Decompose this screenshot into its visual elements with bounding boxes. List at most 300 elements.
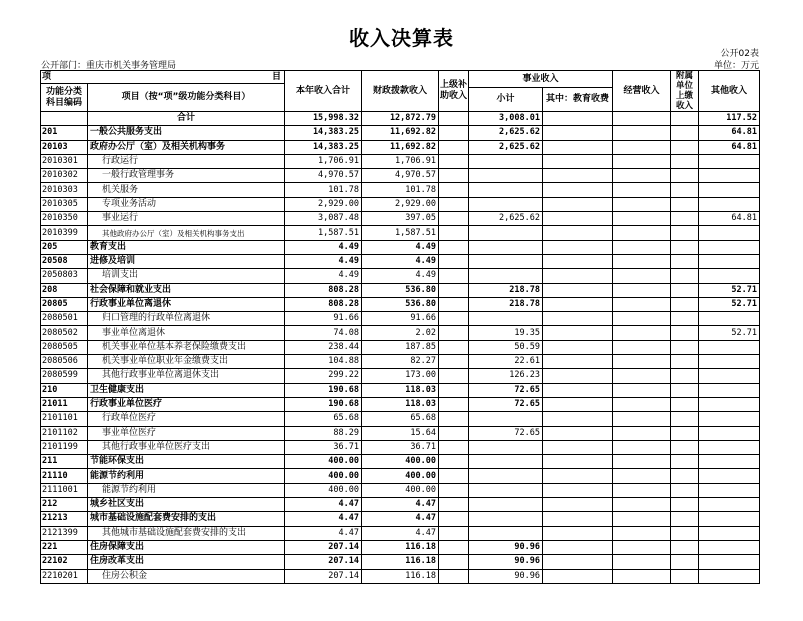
- cell-other: [699, 254, 760, 268]
- cell-education: [543, 555, 613, 569]
- cell-education: [543, 340, 613, 354]
- cell-total: 4.49: [285, 254, 362, 268]
- cell-affiliate: [671, 169, 699, 183]
- cell-subtotal: 72.65: [469, 397, 543, 411]
- table-row: [41, 340, 760, 354]
- cell-superior: [439, 512, 469, 526]
- cell-fiscal: 65.68: [362, 412, 439, 426]
- cell-education: [543, 455, 613, 469]
- cell-subtotal: 3,008.01: [469, 112, 543, 126]
- cell-fiscal: 4.47: [362, 526, 439, 540]
- cell-subtotal: [469, 498, 543, 512]
- table-row: [41, 369, 760, 383]
- header-operating: 经营收入: [613, 71, 671, 112]
- table-body: [41, 112, 760, 584]
- table-row: [41, 412, 760, 426]
- cell-superior: [439, 412, 469, 426]
- header-public-service: 事业收入: [469, 71, 613, 88]
- cell-superior: [439, 340, 469, 354]
- cell-total: 1,706.91: [285, 154, 362, 168]
- table-row: [41, 112, 760, 126]
- cell-operating: [613, 526, 671, 540]
- cell-fiscal: 4,970.57: [362, 169, 439, 183]
- cell-total: 4.47: [285, 526, 362, 540]
- table-row: [41, 512, 760, 526]
- cell-subtotal: [469, 197, 543, 211]
- cell-education: [543, 498, 613, 512]
- cell-education: [543, 355, 613, 369]
- cell-subtotal: [469, 169, 543, 183]
- header-func-code: 功能分类科目编码: [41, 84, 88, 112]
- cell-other: [699, 169, 760, 183]
- header-item: 项: [42, 71, 52, 82]
- cell-fiscal: 116.18: [362, 569, 439, 583]
- cell-affiliate: [671, 540, 699, 554]
- cell-affiliate: [671, 383, 699, 397]
- row-code: 2080501: [41, 312, 88, 326]
- cell-superior: [439, 569, 469, 583]
- unit-label: 单位：万元: [713, 61, 759, 71]
- row-code: 221: [41, 540, 88, 554]
- cell-other: [699, 197, 760, 211]
- cell-operating: [613, 569, 671, 583]
- cell-education: [543, 412, 613, 426]
- cell-fiscal: 536.80: [362, 283, 439, 297]
- cell-subtotal: 90.96: [469, 569, 543, 583]
- cell-education: [543, 483, 613, 497]
- cell-fiscal: 118.03: [362, 397, 439, 411]
- cell-superior: [439, 297, 469, 311]
- cell-total: 400.00: [285, 455, 362, 469]
- row-code: 20805: [41, 297, 88, 311]
- cell-education: [543, 269, 613, 283]
- cell-other: [699, 526, 760, 540]
- row-code: 2210201: [41, 569, 88, 583]
- cell-fiscal: 12,872.79: [362, 112, 439, 126]
- cell-affiliate: [671, 140, 699, 154]
- cell-education: [543, 226, 613, 240]
- cell-operating: [613, 254, 671, 268]
- row-name: 社会保障和就业支出: [88, 283, 285, 297]
- cell-subtotal: [469, 240, 543, 254]
- table-row: [41, 140, 760, 154]
- cell-affiliate: [671, 269, 699, 283]
- row-name: 教育支出: [88, 240, 285, 254]
- cell-affiliate: [671, 412, 699, 426]
- cell-other: 52.71: [699, 297, 760, 311]
- cell-superior: [439, 355, 469, 369]
- cell-affiliate: [671, 197, 699, 211]
- cell-fiscal: 11,692.82: [362, 140, 439, 154]
- header-affiliate: 附属单位上缴收入: [671, 71, 699, 112]
- row-code: 205: [41, 240, 88, 254]
- cell-subtotal: 2,625.62: [469, 126, 543, 140]
- row-name: 能源节约利用: [88, 483, 285, 497]
- cell-fiscal: 4.47: [362, 512, 439, 526]
- cell-affiliate: [671, 226, 699, 240]
- cell-superior: [439, 526, 469, 540]
- header-other: 其他收入: [699, 71, 760, 112]
- table-row: [41, 212, 760, 226]
- cell-operating: [613, 112, 671, 126]
- cell-total: 400.00: [285, 483, 362, 497]
- cell-subtotal: [469, 226, 543, 240]
- cell-superior: [439, 154, 469, 168]
- table-row: [41, 469, 760, 483]
- cell-total: 4.49: [285, 269, 362, 283]
- cell-affiliate: [671, 340, 699, 354]
- cell-affiliate: [671, 512, 699, 526]
- cell-subtotal: [469, 254, 543, 268]
- cell-affiliate: [671, 154, 699, 168]
- cell-education: [543, 326, 613, 340]
- row-code: 2010302: [41, 169, 88, 183]
- cell-fiscal: 1,706.91: [362, 154, 439, 168]
- cell-superior: [439, 455, 469, 469]
- cell-affiliate: [671, 297, 699, 311]
- cell-fiscal: 82.27: [362, 355, 439, 369]
- cell-superior: [439, 254, 469, 268]
- row-name: 能源节约利用: [88, 469, 285, 483]
- cell-fiscal: 4.49: [362, 269, 439, 283]
- row-code: 2050803: [41, 269, 88, 283]
- cell-superior: [439, 126, 469, 140]
- row-name: 专项业务活动: [88, 197, 285, 211]
- cell-education: [543, 140, 613, 154]
- cell-operating: [613, 269, 671, 283]
- cell-education: [543, 526, 613, 540]
- row-code: 2080506: [41, 355, 88, 369]
- row-code: 210: [41, 383, 88, 397]
- cell-operating: [613, 340, 671, 354]
- cell-fiscal: 15.64: [362, 426, 439, 440]
- cell-affiliate: [671, 397, 699, 411]
- cell-operating: [613, 540, 671, 554]
- cell-total: 400.00: [285, 469, 362, 483]
- cell-operating: [613, 369, 671, 383]
- cell-fiscal: 4.49: [362, 240, 439, 254]
- row-name: 机关事业单位职业年金缴费支出: [88, 355, 285, 369]
- cell-other: [699, 397, 760, 411]
- cell-fiscal: 536.80: [362, 297, 439, 311]
- row-code: 2010305: [41, 197, 88, 211]
- row-code: 2121399: [41, 526, 88, 540]
- cell-other: [699, 540, 760, 554]
- cell-superior: [439, 440, 469, 454]
- cell-other: [699, 483, 760, 497]
- row-name: 行政单位医疗: [88, 412, 285, 426]
- cell-superior: [439, 183, 469, 197]
- cell-affiliate: [671, 555, 699, 569]
- cell-superior: [439, 283, 469, 297]
- table-row: [41, 197, 760, 211]
- cell-operating: [613, 412, 671, 426]
- row-name: 住房公积金: [88, 569, 285, 583]
- cell-operating: [613, 183, 671, 197]
- cell-operating: [613, 226, 671, 240]
- cell-other: [699, 369, 760, 383]
- cell-total: 299.22: [285, 369, 362, 383]
- cell-affiliate: [671, 498, 699, 512]
- cell-total: 36.71: [285, 440, 362, 454]
- cell-education: [543, 512, 613, 526]
- row-name: 事业单位离退休: [88, 326, 285, 340]
- row-name: 培训支出: [88, 269, 285, 283]
- cell-fiscal: 1,587.51: [362, 226, 439, 240]
- cell-operating: [613, 555, 671, 569]
- row-code: 2080505: [41, 340, 88, 354]
- cell-affiliate: [671, 455, 699, 469]
- table-row: [41, 397, 760, 411]
- table-row: [41, 555, 760, 569]
- cell-fiscal: 397.05: [362, 212, 439, 226]
- cell-total: 14,383.25: [285, 140, 362, 154]
- cell-affiliate: [671, 112, 699, 126]
- cell-total: 190.68: [285, 383, 362, 397]
- report-title: 收入决算表: [349, 26, 454, 50]
- cell-total: 207.14: [285, 555, 362, 569]
- cell-affiliate: [671, 569, 699, 583]
- cell-fiscal: 36.71: [362, 440, 439, 454]
- cell-operating: [613, 154, 671, 168]
- row-name: 事业运行: [88, 212, 285, 226]
- cell-other: [699, 154, 760, 168]
- cell-superior: [439, 197, 469, 211]
- cell-fiscal: 4.47: [362, 498, 439, 512]
- row-name: 一般公共服务支出: [88, 126, 285, 140]
- row-code: 2010350: [41, 212, 88, 226]
- cell-subtotal: 90.96: [469, 555, 543, 569]
- cell-subtotal: 2,625.62: [469, 140, 543, 154]
- header-education: 其中：教育收费: [543, 88, 613, 112]
- row-name: 行政事业单位离退休: [88, 297, 285, 311]
- cell-fiscal: 91.66: [362, 312, 439, 326]
- cell-subtotal: [469, 440, 543, 454]
- table-row: [41, 240, 760, 254]
- cell-total: 3,087.48: [285, 212, 362, 226]
- row-name: 其他行政事业单位离退休支出: [88, 369, 285, 383]
- cell-superior: [439, 326, 469, 340]
- cell-superior: [439, 312, 469, 326]
- cell-fiscal: 400.00: [362, 455, 439, 469]
- cell-affiliate: [671, 283, 699, 297]
- row-name: 城市基础设施配套费安排的支出: [88, 512, 285, 526]
- cell-total: 808.28: [285, 297, 362, 311]
- cell-subtotal: 72.65: [469, 383, 543, 397]
- header-fiscal: 财政拨款收入: [362, 71, 439, 112]
- table-row: [41, 498, 760, 512]
- row-name: 一般行政管理事务: [88, 169, 285, 183]
- row-code: 2010303: [41, 183, 88, 197]
- cell-operating: [613, 455, 671, 469]
- cell-fiscal: 116.18: [362, 540, 439, 554]
- cell-superior: [439, 269, 469, 283]
- header-item-name: 项目（按“项”级功能分类科目）: [88, 84, 285, 112]
- row-code: 22102: [41, 555, 88, 569]
- cell-operating: [613, 212, 671, 226]
- header-annual-total: 本年收入合计: [285, 71, 362, 112]
- cell-education: [543, 283, 613, 297]
- cell-operating: [613, 498, 671, 512]
- row-name: 住房保障支出: [88, 540, 285, 554]
- row-code: 211: [41, 455, 88, 469]
- row-name: 卫生健康支出: [88, 383, 285, 397]
- cell-education: [543, 426, 613, 440]
- row-name: 行政运行: [88, 154, 285, 168]
- cell-other: [699, 469, 760, 483]
- cell-superior: [439, 226, 469, 240]
- cell-operating: [613, 240, 671, 254]
- table-row: [41, 455, 760, 469]
- department-label: 公开部门：重庆市机关事务管理局: [41, 61, 177, 71]
- row-code: 21011: [41, 397, 88, 411]
- table-row: [41, 183, 760, 197]
- table-header: [41, 71, 760, 112]
- table-row: [41, 169, 760, 183]
- cell-total: 190.68: [285, 397, 362, 411]
- table-row: [41, 426, 760, 440]
- cell-total: 207.14: [285, 540, 362, 554]
- row-code: 201: [41, 126, 88, 140]
- cell-education: [543, 369, 613, 383]
- cell-total: 4.47: [285, 512, 362, 526]
- cell-education: [543, 169, 613, 183]
- cell-operating: [613, 197, 671, 211]
- cell-education: [543, 212, 613, 226]
- cell-subtotal: 218.78: [469, 283, 543, 297]
- cell-other: 52.71: [699, 283, 760, 297]
- cell-operating: [613, 312, 671, 326]
- cell-affiliate: [671, 483, 699, 497]
- cell-subtotal: [469, 455, 543, 469]
- table-row: [41, 383, 760, 397]
- cell-operating: [613, 426, 671, 440]
- row-name: 事业单位医疗: [88, 426, 285, 440]
- header-item-right: 目: [271, 71, 281, 82]
- row-name: 其他政府办公厅（室）及相关机构事务支出: [88, 226, 285, 240]
- cell-total: 104.88: [285, 355, 362, 369]
- cell-operating: [613, 326, 671, 340]
- cell-subtotal: 126.23: [469, 369, 543, 383]
- cell-total: 4.49: [285, 240, 362, 254]
- table-row: [41, 312, 760, 326]
- cell-subtotal: [469, 512, 543, 526]
- cell-fiscal: 118.03: [362, 383, 439, 397]
- cell-other: 52.71: [699, 326, 760, 340]
- cell-education: [543, 440, 613, 454]
- cell-other: [699, 569, 760, 583]
- row-code: 2101101: [41, 412, 88, 426]
- cell-superior: [439, 240, 469, 254]
- cell-total: 207.14: [285, 569, 362, 583]
- row-code: 21110: [41, 469, 88, 483]
- cell-affiliate: [671, 312, 699, 326]
- cell-superior: [439, 397, 469, 411]
- row-code: 208: [41, 283, 88, 297]
- row-name: 其他行政事业单位医疗支出: [88, 440, 285, 454]
- cell-affiliate: [671, 254, 699, 268]
- cell-operating: [613, 126, 671, 140]
- cell-operating: [613, 383, 671, 397]
- cell-subtotal: [469, 154, 543, 168]
- row-code: 2101102: [41, 426, 88, 440]
- table-row: [41, 540, 760, 554]
- cell-other: 64.81: [699, 212, 760, 226]
- cell-education: [543, 297, 613, 311]
- row-code: 212: [41, 498, 88, 512]
- cell-superior: [439, 483, 469, 497]
- cell-education: [543, 383, 613, 397]
- row-code: [41, 112, 88, 126]
- cell-fiscal: 116.18: [362, 555, 439, 569]
- table-row: [41, 126, 760, 140]
- row-name: 行政事业单位医疗: [88, 397, 285, 411]
- cell-fiscal: 2,929.00: [362, 197, 439, 211]
- cell-education: [543, 569, 613, 583]
- cell-superior: [439, 426, 469, 440]
- header-subtotal: 小计: [469, 88, 543, 112]
- row-name: 归口管理的行政单位离退休: [88, 312, 285, 326]
- row-code: 20103: [41, 140, 88, 154]
- cell-other: [699, 383, 760, 397]
- cell-superior: [439, 469, 469, 483]
- cell-total: 14,383.25: [285, 126, 362, 140]
- row-name: 合计: [88, 112, 285, 126]
- cell-other: [699, 183, 760, 197]
- cell-education: [543, 240, 613, 254]
- table-row: [41, 283, 760, 297]
- cell-operating: [613, 297, 671, 311]
- cell-superior: [439, 369, 469, 383]
- row-name: 其他城市基础设施配套费安排的支出: [88, 526, 285, 540]
- cell-other: [699, 340, 760, 354]
- table-row: [41, 355, 760, 369]
- cell-subtotal: 22.61: [469, 355, 543, 369]
- row-code: 2101199: [41, 440, 88, 454]
- cell-other: [699, 269, 760, 283]
- table-row: [41, 154, 760, 168]
- cell-superior: [439, 540, 469, 554]
- cell-subtotal: [469, 412, 543, 426]
- cell-other: [699, 555, 760, 569]
- table-row: [41, 254, 760, 268]
- table-row: [41, 483, 760, 497]
- cell-affiliate: [671, 469, 699, 483]
- cell-education: [543, 154, 613, 168]
- cell-other: 117.52: [699, 112, 760, 126]
- cell-total: 4,970.57: [285, 169, 362, 183]
- cell-operating: [613, 355, 671, 369]
- cell-subtotal: 72.65: [469, 426, 543, 440]
- income-table: [40, 70, 760, 584]
- cell-subtotal: 50.59: [469, 340, 543, 354]
- cell-subtotal: [469, 483, 543, 497]
- cell-other: [699, 498, 760, 512]
- cell-total: 808.28: [285, 283, 362, 297]
- cell-other: [699, 226, 760, 240]
- header-superior: 上级补助收入: [439, 71, 469, 112]
- cell-affiliate: [671, 326, 699, 340]
- cell-fiscal: 173.00: [362, 369, 439, 383]
- cell-operating: [613, 397, 671, 411]
- cell-education: [543, 112, 613, 126]
- cell-superior: [439, 140, 469, 154]
- cell-other: 64.81: [699, 126, 760, 140]
- row-name: 机关服务: [88, 183, 285, 197]
- row-code: 20508: [41, 254, 88, 268]
- table-row: [41, 226, 760, 240]
- row-code: 2010399: [41, 226, 88, 240]
